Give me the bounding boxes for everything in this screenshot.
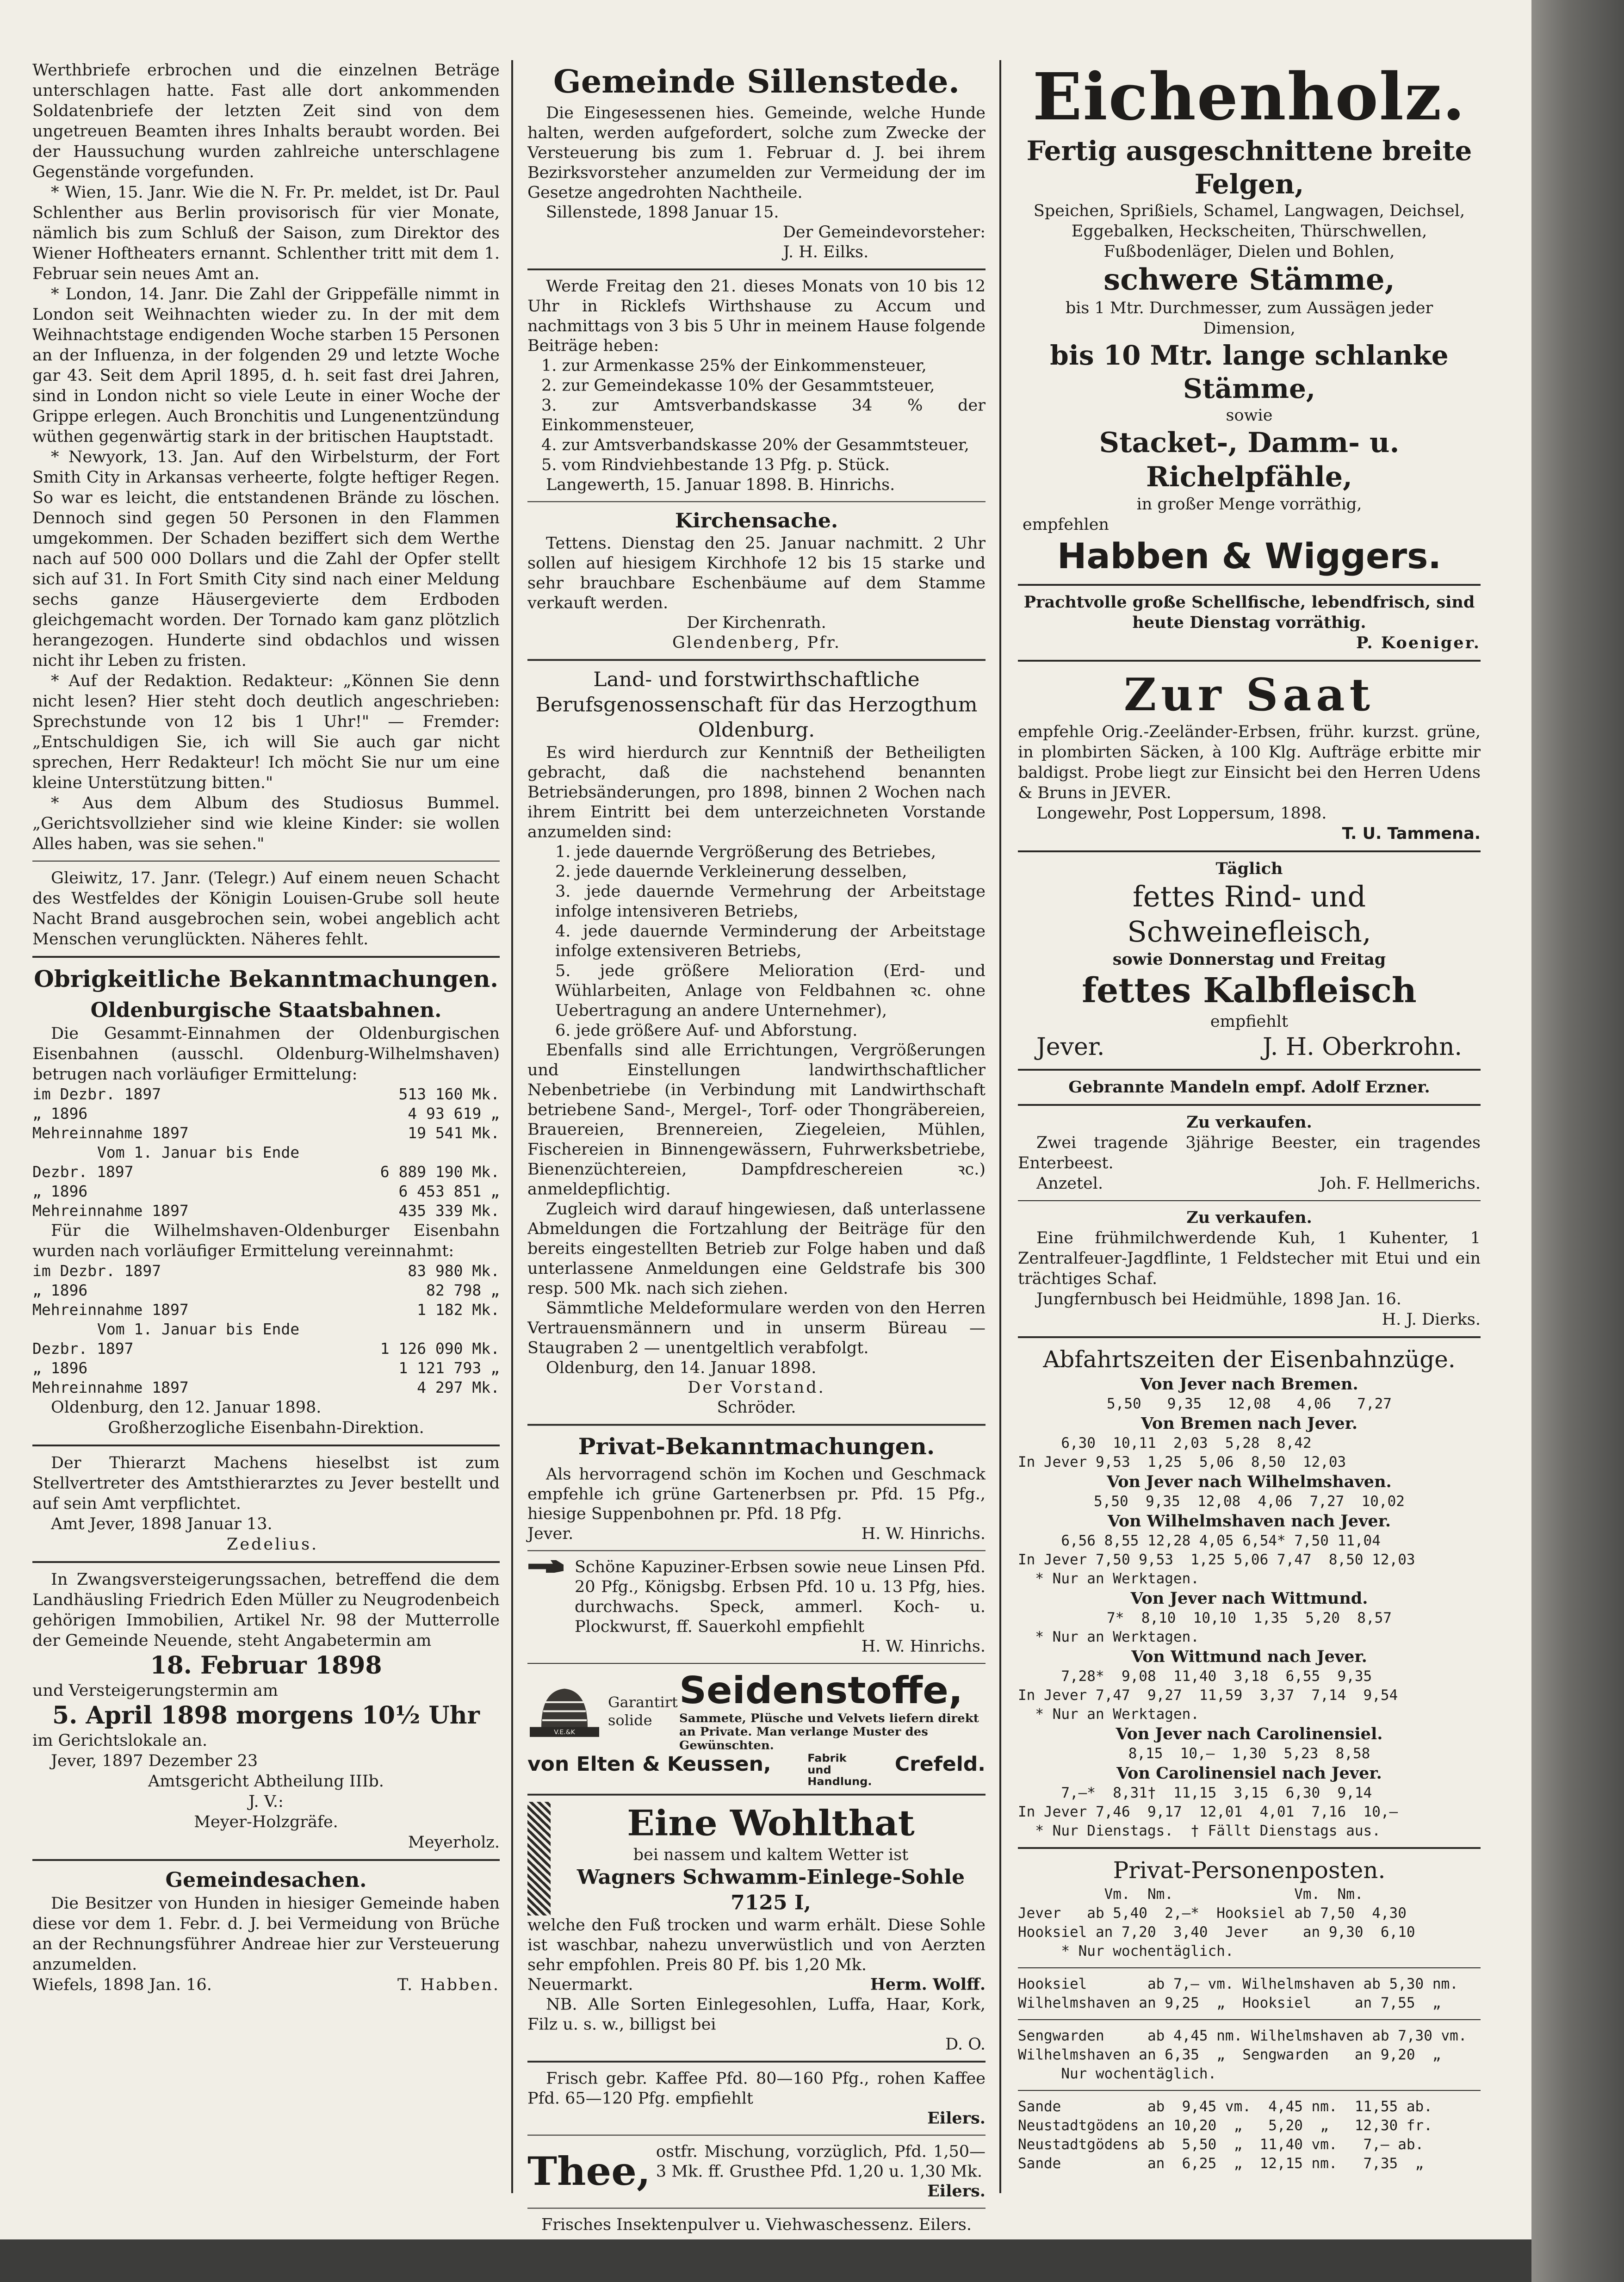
timetable-line: In Jever 7,47 9,27 11,59 3,37 7,14 9,54 (1018, 1687, 1398, 1704)
kirchensache-heading: Kirchensache. (675, 509, 838, 533)
staatsbahnen-signature: Großherzogliche Eisenbahn-Direktion. (108, 1419, 424, 1437)
kirchensache-signature: Glendenberg, Pfr. (672, 633, 841, 652)
insektenpulver-text: Frisches Insektenpulver u. Viehwaschessenz. Eilers. (541, 2216, 972, 2234)
zwangsversteigerung-mid: und Versteigerungstermin am (32, 1681, 278, 1700)
berufsgenossenschaft-text-3: Sämmtliche Meldeformulare werden von den Herren Vertrauensmännern und in unserm Büreau — Staugraben 2 — unentgeltlich verabfolgt. (527, 1299, 986, 1358)
timetable-title: Von Jever nach Bremen. (1140, 1375, 1358, 1394)
divider (1018, 660, 1481, 662)
divider (32, 1561, 500, 1563)
kirchensache-role: Der Kirchenrath. (687, 614, 826, 632)
berufsgenossenschaft-text: Ebenfalls sind alle Errichtungen, Vergrößerungen und Einstellungen landwirthschaftlicher Nebenbetriebe (in Verbindung mit Landwirthschaft betriebene Sand-, Mergel-, Torf- oder Thongräbereien, Brauereien, Brennereien, Ziegeleien, Mühlen, Fischereien in Binnengewässern, Fuhrwerksbetriebe, Bienenzüchtereien, Dampfdreschereien ꝛc.) anmeldepflichtig. (527, 1041, 986, 1199)
list-item: 1. jede dauernde Vergrößerung des Betriebes, (555, 843, 936, 862)
staatsbahnen-intro: Die Gesammt-Einnahmen der Oldenburgischen Eisenbahnen (ausschl. Oldenburg-Wilhelmshaven) betrugen nach vorläufiger Ermittelung: (32, 1024, 500, 1084)
zur-saat-place: Longewehr, Post Loppersum, 1898. (1036, 804, 1327, 823)
verkaufen-2-place: Jungfernbusch bei Heidmühle, 1898 Jan. 16. (1036, 1290, 1401, 1308)
verkaufen-2-signature: H. J. Dierks. (1382, 1310, 1481, 1329)
column-2 (527, 60, 986, 2235)
timetable-line: In Jever 7,50 9,53 1,25 5,06 7,47 8,50 12,03 (1018, 1551, 1415, 1568)
zwangsversteigerung-date-2: 5. April 1898 morgens 10½ Uhr (52, 1701, 480, 1730)
table-row: Mehreinnahme 1897 19 541 Mk. (32, 1124, 500, 1142)
verkaufen-1-heading: Zu verkaufen. (1186, 1113, 1312, 1132)
pointing-hand-icon (527, 1557, 569, 1575)
seidenstoffe-ad (527, 1670, 986, 1787)
table-row: Mehreinnahme 1897 435 339 Mk. (32, 1202, 500, 1220)
eichenholz-sowie: sowie (1226, 406, 1273, 425)
steuer-intro: Werde Freitag den 21. dieses Monats von 10 bis 12 Uhr in Ricklefs Wirthshause zu Accum und nachmittags von 3 bis 5 Uhr in meinem Hause folgende Beiträge heben: (527, 277, 986, 355)
fleisch-heading: fettes Rind- und Schweinefleisch, (1127, 880, 1371, 949)
timetable-title: Von Wilhelmshaven nach Jever. (1107, 1512, 1391, 1531)
kaffee-text: Frisch gebr. Kaffee Pfd. 80—160 Pfg., rohen Kaffee Pfd. 65—120 Pfg. empfiehlt (527, 2070, 986, 2108)
personenposten-line: * Nur wochentäglich. (1018, 1943, 1234, 1960)
wohltat-product: Wagners Schwamm-Einlege-Sohle 7125 I, (576, 1866, 965, 1914)
timetable-note: * Nur an Werktagen. (1018, 1570, 1199, 1587)
fleisch-taeglich: Täglich (1215, 859, 1283, 878)
personenposten-heading: Privat-Personenposten. (1113, 1857, 1386, 1884)
divider (1018, 2090, 1481, 2091)
kapuziner-text: Schöne Kapuziner-Erbsen sowie neue Linsen Pfd. 20 Pfg., Königsbg. Erbsen Pfd. 10 u. 13 Pfg, hies. durchwachs. Speck, ammerl. Koch- u. Plockwurst, ff. Sauerkohl empfiehlt (575, 1558, 986, 1636)
mandeln-ad: Gebrannte Mandeln empf. Adolf Erzner. (1068, 1078, 1430, 1097)
timetable-title: Von Jever nach Wittmund. (1130, 1589, 1368, 1608)
sillenstede-role: Der Gemeindevorsteher: (782, 223, 986, 242)
timetable-line: 7,28* 9,08 11,40 3,18 6,55 9,35 (1018, 1668, 1372, 1685)
verkaufen-2-text: Eine frühmilchwerdende Kuh, 1 Kuhenter, 1 Zentralfeuer-Jagdflinte, 1 Feldstecher mit Etui und ein trächtiges Schaf. (1018, 1229, 1481, 1288)
table-row: Mehreinnahme 1897 4 297 Mk. (32, 1378, 500, 1396)
divider (1018, 1104, 1481, 1106)
schellfische-text: Prachtvolle große Schellfische, lebendfrisch, sind heute Dienstag vorräthig. (1023, 593, 1475, 632)
beehive-logo-icon (527, 1684, 601, 1738)
seidenstoffe-city: Crefeld. (894, 1753, 986, 1776)
fleisch-sub: sowie Donnerstag und Freitag (1112, 950, 1386, 969)
table-row: „ 1896 4 93 619 „ (32, 1104, 500, 1122)
divider (527, 1424, 986, 1426)
divider (527, 2208, 986, 2209)
divider (1018, 1336, 1481, 1338)
divider (1018, 2019, 1481, 2020)
news-item-bummel: * Aus dem Album des Studiosus Bummel. „Gerichtsvollzieher sind wie kleine Kinder: sie wollen Alles haben, was sie sehen." (32, 794, 500, 853)
zwangsversteigerung-court: Amtsgericht Abtheilung IIIb. (148, 1772, 384, 1791)
eichenholz-text: Speichen, Sprißiels, Schamel, Langwagen, Deichsel, Eggebalken, Heckscheiten, Thürschwellen, Fußbodenläger, Dielen und Bohlen, (1033, 202, 1465, 261)
news-item-london: * London, 14. Janr. Die Zahl der Grippefälle nimmt in London seit Weihnachten wieder zu. In der mit dem Weihnachtstage endigenden Woche starben 15 Personen an der Influenza, in der folgenden 29 und letzte Woche gar 43. Seit dem April 1895, d. h. seit fast drei Jahren, sind in London nicht so viele Leute in einer Woche der Grippe erlegen. Auch Bronchitis und Lungenentzündung wüthen gegenwärtig stark in der britischen Hauptstadt. (32, 285, 500, 446)
seidenstoffe-text: Sammete, Plüsche und Velvets liefern direkt an Private. Man verlange Muster des Gewünschten. (679, 1712, 979, 1753)
divider (527, 1663, 986, 1664)
kaffee-signature: Eilers. (927, 2109, 986, 2128)
verkaufen-1-footer: Anzetel. Joh. F. Hellmerichs. (1036, 1174, 1481, 1193)
zwangsversteigerung-vb: J. V.: (248, 1792, 284, 1811)
timetable-title: Von Carolinensiel nach Jever. (1116, 1764, 1382, 1783)
timetable-title: Von Bremen nach Jever. (1141, 1414, 1358, 1433)
column-divider-left (511, 60, 513, 2193)
timetable-note: * Nur Dienstags. † Fällt Dienstags aus. (1018, 1823, 1381, 1839)
zwangsversteigerung-place: im Gerichtslokale an. (32, 1731, 208, 1750)
news-item-newyork: * Newyork, 13. Jan. Auf den Wirbelsturm, der Fort Smith City in Arkansas verheerte, folgte heftiger Regen. So war es leicht, die entstandenen Brände zu löschen. Dennoch sind gegen 50 Personen in den Flammen umgekommen. Der Schaden beziffert sich dem Werthe nach auf 500 000 Dollars und die Zahl der Opfer stellt sich auf 31. In Fort Smith City sind nach einer Meldung sechs ganze Häusergevierte dem Erdboden gleichgemacht worden. Der Tornado kam ganz plötzlich herangezogen. Hunderte sind obdachlos und wissen nicht ihr Leben zu fristen. (32, 448, 500, 670)
table-row: „ 1896 6 453 851 „ (32, 1182, 500, 1200)
wohltat-text: welche den Fuß trocken und warm erhält. Diese Sohle ist waschbar, nahezu unverwüstlich und von Aerzten sehr empfohlen. Preis 80 Pf. bis 1,20 Mk. (527, 1916, 986, 1974)
table-row: „ 1896 1 121 793 „ (32, 1359, 500, 1377)
eichenholz-text-2: bis 1 Mtr. Durchmesser, zum Aussägen jeder Dimension, (1065, 299, 1433, 338)
timetable-line: 5,50 9,35 12,08 4,06 7,27 (1107, 1395, 1392, 1412)
timetable-line: 6,30 10,11 2,03 5,28 8,42 (1018, 1435, 1312, 1451)
wohltat-footer: Neuermarkt. Herm. Wolff. (527, 1975, 986, 1994)
news-item-gleiwitz: Gleiwitz, 17. Janr. (Telegr.) Auf einem neuen Schacht des Westfeldes der Königin Louisen-Grube soll heute Nacht Brand ausgebrochen sein, wobei angeblich acht Menschen verunglückten. Näheres fehlt. (32, 869, 500, 949)
eichenholz-empfehlen: empfehlen (1023, 515, 1109, 534)
schellfische-signature: P. Koeniger. (1356, 633, 1481, 652)
berufsgenossenschaft-date: Oldenburg, den 14. Januar 1898. (546, 1359, 817, 1377)
wohltat-heading: Eine Wohlthat (627, 1803, 915, 1844)
divider (1018, 584, 1481, 586)
list-item: 4. jede dauernde Verminderung der Arbeitstage infolge extensiveren Betriebs, (555, 922, 986, 961)
berufsgenossenschaft-list (527, 842, 986, 1041)
divider (527, 1550, 986, 1551)
gemeindesachen-footer (32, 1975, 500, 1995)
timetable-title: Von Jever nach Carolinensiel. (1116, 1724, 1383, 1743)
gemeindesachen-signature: T. Habben. (397, 1976, 500, 1994)
timetable-line: 7* 8,10 10,10 1,35 5,20 8,57 (1107, 1610, 1392, 1626)
divider (527, 501, 986, 502)
berufsgenossenschaft-role: Der Vorstand. (688, 1379, 825, 1397)
eichenholz-pfaehle: Stacket-, Damm- u. Richelpfähle, (1099, 427, 1400, 493)
personenposten-line: Sande an 6,25 „ 12,15 nm. 7,35 „ (1018, 2155, 1424, 2172)
einlege-text: NB. Alle Sorten Einlegesohlen, Luffa, Haar, Kork, Filz u. s. w., billigst bei (527, 1996, 986, 2034)
personenposten-line: Jever ab 5,40 2,—* Hooksiel ab 7,50 4,30 (1018, 1905, 1407, 1922)
thee-text: ostfr. Mischung, vorzüglich, Pfd. 1,50—3 Mk. ff. Grusthee Pfd. 1,20 u. 1,30 Mk. (656, 2143, 986, 2181)
eichenholz-sub: Fertig ausgeschnittene breite Felgen, (1026, 135, 1472, 200)
list-item: 5. vom Rindviehbestande 13 Pfg. p. Stück. (541, 456, 890, 474)
personenposten-line: Nur wochentäglich. (1018, 2065, 1217, 2082)
berufsgenossenschaft-text-2: Zugleich wird darauf hingewiesen, daß unterlassene Abmeldungen die Fortzahlung der Beiträge für den bereits eingestellten Betrieb zur Folge haben und daß unterlassene Anmeldungen eine Geldstrafe bis 300 resp. 500 Mk. nach sich ziehen. (527, 1200, 986, 1298)
revenue-table-2 (32, 1261, 500, 1397)
timetable-line: 5,50 9,35 12,08 4,06 7,27 10,02 (1094, 1493, 1405, 1510)
wohltat-sub: bei nassem und kaltem Wetter ist (633, 1846, 909, 1864)
timetable-title: Von Jever nach Wilhelmshaven. (1107, 1472, 1392, 1491)
timetable-line: 8,15 10,— 1,30 5,23 8,58 (1128, 1745, 1370, 1762)
zur-saat-signature: T. U. Tammena. (1342, 825, 1481, 843)
list-item: 5. jede größere Melioration (Erd- und Wühlarbeiten, Anlage von Feldbahnen ꝛc. ohne Uebertragung an andere Unternehmer), (555, 962, 986, 1020)
kalbfleisch-footer: Jever. J. H. Oberkrohn. (1036, 1033, 1462, 1061)
svg-text:V.E.&K: V.E.&K (554, 1729, 575, 1736)
timetable-line: In Jever 9,53 1,25 5,06 8,50 12,03 (1018, 1454, 1346, 1470)
einlege-signature: D. O. (945, 2035, 986, 2054)
timetable-title: Von Wittmund nach Jever. (1131, 1647, 1367, 1666)
list-item: 3. zur Amtsverbandskasse 34 % der Einkommensteuer, (541, 397, 986, 435)
personenposten-line: Wilhelmshaven an 9,25 „ Hooksiel an 7,55 „ (1018, 1995, 1441, 2011)
sillenstede-date: Sillenstede, 1898 Januar 15. (546, 203, 779, 222)
column-3 (1018, 60, 1481, 2173)
divider (527, 1794, 986, 1796)
thee-big: Thee, (527, 2148, 651, 2195)
divider (1018, 1200, 1481, 1201)
timetable-note: * Nur an Werktagen. (1018, 1706, 1199, 1723)
privat-bekanntmachungen-heading: Privat-Bekanntmachungen. (578, 1432, 935, 1460)
berufsgenossenschaft-intro: Es wird hierdurch zur Kenntniß der Betheiligten gebracht, daß die nachstehend benannten Betriebsänderungen, pro 1898, binnen 2 Wochen nach ihrem Eintritt bei dem unterzeichneten Vorstande anzumelden sind: (527, 744, 986, 842)
page-edge-shadow (1531, 0, 1624, 2282)
berufsgenossenschaft-signature: Schröder. (717, 1398, 796, 1417)
table-row: Dezbr. 1897 1 126 090 Mk. (32, 1339, 500, 1358)
personenposten-line: Sande ab 9,45 vm. 4,45 nm. 11,55 ab. (1018, 2098, 1432, 2115)
eichenholz-lange: bis 10 Mtr. lange schlanke Stämme, (1050, 340, 1449, 404)
kapuziner-signature: H. W. Hinrichs. (861, 1637, 986, 1656)
divider (527, 268, 986, 270)
divider (1018, 1967, 1481, 1968)
thee-signature: Eilers. (927, 2182, 986, 2201)
divider (527, 659, 986, 661)
news-item-wien: * Wien, 15. Janr. Wie die N. Fr. Pr. meldet, ist Dr. Paul Schlenther aus Berlin provisorisch für vier Monate, nämlich bis zum Schluß der Saison, zum Direktor des Wiener Hoftheaters ernannt. Schlenther tritt mit dem 1. Februar sein neues Amt an. (32, 183, 500, 283)
list-item: 4. zur Amtsverbandskasse 20% der Gesammtsteuer, (541, 436, 969, 454)
staatsbahnen-date: Oldenburg, den 12. Januar 1898. (51, 1398, 322, 1417)
divider (527, 2135, 986, 2136)
timetable-line: 7,—* 8,31† 11,15 3,15 6,30 9,14 (1018, 1785, 1372, 1801)
zur-saat-heading: Zur Saat (1124, 669, 1375, 721)
sillenstede-text: Die Eingesessenen hies. Gemeinde, welche Hunde halten, werden aufgefordert, solche zum Zwecke der Versteuerung bis zum 1. Februar d. J. bei ihrem Bezirksvorsteher anzumelden zur Vermeidung der im Gesetze angedrohten Nachtheile. (527, 104, 986, 202)
divider (32, 956, 500, 958)
divider (32, 1445, 500, 1446)
zur-saat-text: empfehle Orig.-Zeeländer-Erbsen, frühr. kurzst. grüne, in plombirten Säcken, à 100 Klg. Aufträge erbitte mir baldigst. Probe liegt zur Einsicht bei den Herren Udens & Bruns in JEVER. (1018, 723, 1481, 802)
revenue-table-1 (32, 1085, 500, 1221)
news-item-redaktion: * Auf der Redaktion. Redakteur: „Können Sie denn nicht lesen? Hier steht doch deutlich angeschrieben: Sprechstunde von 12 bis 1 Uhr!" — Fremder: „Entschuldigen Sie, ich will Sie auch gar nicht sprechen, Herr Redakteur! Ich möcht Sie nur um eine kleine Unterstützung bitten." (32, 672, 500, 792)
table-row: Vom 1. Januar bis Ende (97, 1320, 300, 1338)
steuer-list (527, 356, 986, 475)
divider (1018, 850, 1481, 852)
personenposten-line: Hooksiel an 7,20 3,40 Jever an 9,30 6,10 (1018, 1924, 1415, 1941)
seidenstoffe-firm: von Elten & Keussen, (527, 1753, 771, 1776)
zwangsversteigerung-signature-2: Meyerholz. (408, 1833, 500, 1852)
list-item: 6. jede größere Auf- und Abforstung. (555, 1022, 858, 1040)
divider (1018, 1847, 1481, 1849)
zwangsversteigerung-signature-1: Meyer-Holzgräfe. (194, 1813, 338, 1831)
kalbfleisch-heading: fettes Kalbfleisch (1082, 971, 1417, 1011)
personenposten-line: Neustadtgödens an 10,20 „ 5,20 „ 12,30 fr. (1018, 2117, 1432, 2134)
personenposten-line: Sengwarden ab 4,45 nm. Wilhelmshaven ab 7,30 vm. (1018, 2028, 1467, 2044)
list-item: 2. zur Gemeindekasse 10% der Gesammtsteuer, (541, 377, 935, 395)
table-row: „ 1896 82 798 „ (32, 1281, 500, 1299)
sillenstede-signature: J. H. Eilks. (783, 243, 869, 261)
wohltat-ad (527, 1802, 986, 1916)
table-row: im Dezbr. 1897 83 980 Mk. (32, 1262, 500, 1280)
ornament-bar-icon (527, 1802, 551, 1916)
verkaufen-1-text: Zwei tragende 3jährige Beester, ein tragendes Enterbeest. (1018, 1134, 1481, 1172)
gartenerbsen-text: Als hervorragend schön im Kochen und Geschmack empfehle ich grüne Gartenerbsen pr. Pfd. 15 Pfg., hiesige Suppenbohnen pr. Pfd. 18 Pfg. (527, 1465, 986, 1523)
personenposten-line: Neustadtgödens ab 5,50 „ 11,40 vm. 7,— ab. (1018, 2136, 1424, 2153)
table-row: im Dezbr. 1897 513 160 Mk. (32, 1085, 500, 1103)
wilhelmshaven-intro: Für die Wilhelmshaven-Oldenburger Eisenbahn wurden nach vorläufiger Ermittelung vereinnahmt: (32, 1222, 500, 1260)
eisenbahn-heading: Abfahrtszeiten der Eisenbahnzüge. (1043, 1346, 1456, 1373)
seidenstoffe-garantirt: Garantirt solide (608, 1693, 678, 1729)
thierarzt-signature: Zedelius. (227, 1535, 319, 1554)
list-item: 3. jede dauernde Vermehrung der Arbeitstage infolge intensiveren Betriebs, (555, 882, 986, 921)
timetable-note: * Nur an Werktagen. (1018, 1629, 1199, 1645)
staatsbahnen-heading: Oldenburgische Staatsbahnen. (90, 998, 442, 1022)
kalbfleisch-empfiehlt: empfiehlt (1210, 1012, 1289, 1031)
eichenholz-firm: Habben & Wiggers. (1057, 535, 1442, 577)
table-row: Mehreinnahme 1897 1 182 Mk. (32, 1301, 500, 1319)
personenposten-line: Hooksiel ab 7,— vm. Wilhelmshaven ab 5,30 nm. (1018, 1976, 1458, 1992)
kirchensache-text: Tettens. Dienstag den 25. Januar nachmitt. 2 Uhr sollen auf hiesigem Kirchhofe 12 bis 15 starke und sehr brauchbare Eschenbäume auf dem Stamme verkauft werden. (527, 534, 986, 613)
zwangsversteigerung-text: In Zwangsversteigerungssachen, betreffend die dem Landhäusling Friedrich Eden Müller zu Neugrodenbeich gehörigen Immobilien, Artikel Nr. 98 der Mutterrolle der Gemeinde Neuende, steht Angabetermin am (32, 1570, 500, 1650)
zwangsversteigerung-date: Jever, 1897 Dezember 23 (51, 1752, 258, 1770)
gemeindesachen-date: Wiefels, 1898 Jan. 16. (32, 1976, 212, 1994)
sillenstede-heading: Gemeinde Sillenstede. (553, 62, 960, 100)
personenposten-line: Vm. Nm. Vm. Nm. (1018, 1886, 1364, 1903)
obrigkeitliche-heading: Obrigkeitliche Bekanntmachungen. (34, 965, 498, 992)
eichenholz-staemme: schwere Stämme, (1103, 262, 1395, 297)
seidenstoffe-brand: Seidenstoffe, (679, 1669, 963, 1712)
gartenerbsen-footer: Jever. H. W. Hinrichs. (527, 1525, 986, 1543)
eichenholz-heading: Eichenholz. (1032, 59, 1466, 135)
list-item: 2. jede dauernde Verkleinerung desselben, (555, 862, 907, 881)
verkaufen-2-heading: Zu verkaufen. (1186, 1208, 1312, 1227)
steuer-signature: Langewerth, 15. Januar 1898. B. Hinrichs. (546, 476, 895, 494)
timetable (1018, 1374, 1481, 1841)
timetable-line: In Jever 7,46 9,17 12,01 4,01 7,16 10,— (1018, 1804, 1398, 1820)
scan-background (0, 2239, 1531, 2282)
divider (32, 1859, 500, 1861)
gemeindesachen-heading: Gemeindesachen. (165, 1868, 367, 1892)
kapuziner-ad (527, 1557, 986, 1637)
list-item: 1. zur Armenkasse 25% der Einkommensteuer, (541, 357, 927, 375)
gemeindesachen-text: Die Besitzer von Hunden in hiesiger Gemeinde haben diese vor dem 1. Febr. d. J. bei Vermeidung von Brüche an der Rechnungsführer Andreae hier zur Versteuerung anzumelden. (32, 1894, 500, 1974)
table-row: Dezbr. 1897 6 889 190 Mk. (32, 1163, 500, 1181)
table-row: Vom 1. Januar bis Ende (97, 1143, 300, 1161)
column-1 (32, 60, 500, 1995)
timetable-line: 6,56 8,55 12,28 4,05 6,54* 7,50 11,04 (1018, 1532, 1381, 1549)
thee-ad (527, 2142, 986, 2201)
eichenholz-menge: in großer Menge vorräthig, (1136, 495, 1362, 514)
news-item-werthbriefe: Werthbriefe erbrochen und die einzelnen Beträge unterschlagen hatte. Fast alle dort ankommenden Soldatenbriefe der letzten Zeit sind von dem ungetreuen Beamten ihres Inhalts beraubt worden. Bei der Haussuchung wurden zahlreiche unterschlagene Gegenstände vorgefunden. (32, 61, 500, 181)
personenposten-table (1018, 1885, 1481, 2173)
column-divider-right (999, 60, 1001, 2193)
divider (527, 2061, 986, 2063)
seidenstoffe-sub: Fabrik und Handlung. (807, 1752, 872, 1788)
zwangsversteigerung-date-1: 18. Februar 1898 (150, 1651, 382, 1680)
thierarzt-notice: Der Thierarzt Machens hieselbst ist zum Stellvertreter des Amtsthierarztes zu Jever bestellt und auf sein Amt verpflichtet. (32, 1454, 500, 1513)
berufsgenossenschaft-heading: Land- und forstwirthschaftliche Berufsgenossenschaft für das Herzogthum Oldenburg. (535, 668, 978, 742)
divider (1018, 1069, 1481, 1071)
thierarzt-date: Amt Jever, 1898 Januar 13. (51, 1515, 273, 1533)
divider (32, 861, 500, 862)
personenposten-line: Wilhelmshaven an 6,35 „ Sengwarden an 9,20 „ (1018, 2046, 1441, 2063)
